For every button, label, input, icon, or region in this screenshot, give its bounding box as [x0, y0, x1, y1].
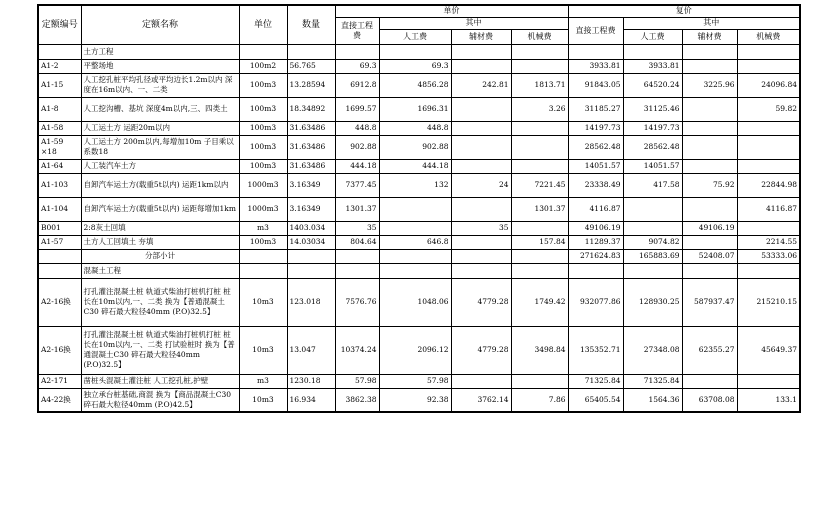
cell-total-direct: 3933.81: [568, 59, 623, 73]
cell-name: 分部小计: [81, 249, 239, 263]
table-body: [38, 44, 800, 412]
cell-total-direct: 91843.05: [568, 73, 623, 97]
cell-name: 自卸汽车运土方(载重5t以内) 运距每增加1km: [81, 197, 239, 221]
cell-unit: 100m2: [239, 59, 287, 73]
cell-name: 混凝土工程: [81, 263, 239, 278]
cell-unit-machine: [511, 221, 568, 235]
cell-total-direct: 271624.83: [568, 249, 623, 263]
cell-code: A2-16换: [38, 326, 81, 374]
cell-unit-labor: [379, 197, 451, 221]
cell-quantity: 14.03034: [287, 235, 335, 249]
cell-unit-machine: 157.84: [511, 235, 568, 249]
cell-code: A1-58: [38, 121, 81, 135]
header-unit-labor: 人工费: [379, 29, 451, 44]
cell-unit: 100m3: [239, 121, 287, 135]
cell-unit-machine: [511, 121, 568, 135]
header-total-machine: 机械费: [737, 29, 800, 44]
table-row: [38, 173, 800, 197]
cell-code: A2-16换: [38, 278, 81, 326]
cell-total-direct: 135352.71: [568, 326, 623, 374]
cell-unit-labor: [379, 263, 451, 278]
cell-unit-material: [451, 374, 511, 388]
cell-quantity: 3.16349: [287, 173, 335, 197]
cell-code: A4-22换: [38, 388, 81, 412]
cell-unit-material: [451, 135, 511, 159]
cell-unit: [239, 249, 287, 263]
header-combined-price: 复价: [568, 5, 800, 17]
cell-total-labor: 165883.69: [623, 249, 682, 263]
cell-total-machine: [737, 135, 800, 159]
header-name: 定额名称: [81, 5, 239, 44]
cell-total-labor: 14197.73: [623, 121, 682, 135]
cell-unit-material: [451, 249, 511, 263]
cell-unit-machine: 1301.37: [511, 197, 568, 221]
table-row: [38, 59, 800, 73]
header-quantity: 数量: [287, 5, 335, 44]
cell-code: A1-57: [38, 235, 81, 249]
cell-total-material: [682, 159, 737, 173]
cell-code: A1-15: [38, 73, 81, 97]
cell-total-labor: 27348.08: [623, 326, 682, 374]
cell-total-machine: 22844.98: [737, 173, 800, 197]
cell-total-machine: 215210.15: [737, 278, 800, 326]
cell-total-machine: [737, 374, 800, 388]
cell-unit-material: 35: [451, 221, 511, 235]
cell-unit-direct: 7377.45: [335, 173, 379, 197]
cell-total-material: [682, 263, 737, 278]
cell-name: 人工运土方 200m以内,每增加10m 子目乘以系数18: [81, 135, 239, 159]
cell-unit-labor: 1048.06: [379, 278, 451, 326]
cell-unit-machine: [511, 249, 568, 263]
cell-total-machine: 24096.84: [737, 73, 800, 97]
cell-unit-labor: 4856.28: [379, 73, 451, 97]
cell-total-labor: 417.58: [623, 173, 682, 197]
cell-unit-direct: 444.18: [335, 159, 379, 173]
cell-total-direct: 31185.27: [568, 97, 623, 121]
cell-unit-labor: 448.8: [379, 121, 451, 135]
cell-unit-material: [451, 44, 511, 59]
cell-code: A2-171: [38, 374, 81, 388]
cell-unit: 1000m3: [239, 173, 287, 197]
cell-total-direct: 932077.86: [568, 278, 623, 326]
cell-unit-machine: 3498.84: [511, 326, 568, 374]
cell-name: 人工挖沟槽、基坑 深度4m以内,三、四类土: [81, 97, 239, 121]
cell-total-labor: 9074.82: [623, 235, 682, 249]
cell-total-labor: [623, 44, 682, 59]
cell-quantity: 123.018: [287, 278, 335, 326]
cell-quantity: 13.047: [287, 326, 335, 374]
cell-total-direct: 49106.19: [568, 221, 623, 235]
cell-total-machine: [737, 121, 800, 135]
cell-name: 打孔灌注混凝土桩 轨道式柴油打桩机打桩 桩长在10m以内,一、二类 换为【普通混凝土C30 碎石最大粒径40mm (P.O)32.5】: [81, 278, 239, 326]
cell-code: A1-104: [38, 197, 81, 221]
cell-unit: m3: [239, 374, 287, 388]
header-unit-price: 单价: [335, 5, 568, 17]
cell-total-material: 75.92: [682, 173, 737, 197]
header-unit-direct: 直接工程费: [335, 17, 379, 44]
cell-total-material: 52408.07: [682, 249, 737, 263]
cell-total-labor: 71325.84: [623, 374, 682, 388]
cell-total-direct: [568, 44, 623, 59]
cell-name: 人工运土方 运距20m以内: [81, 121, 239, 135]
cell-unit-material: [451, 121, 511, 135]
cell-unit-material: 4779.28: [451, 326, 511, 374]
table-row: [38, 135, 800, 159]
cell-total-direct: 23338.49: [568, 173, 623, 197]
cell-total-material: [682, 374, 737, 388]
cell-total-labor: [623, 263, 682, 278]
table-row: [38, 388, 800, 412]
budget-table: [37, 4, 801, 413]
cell-total-direct: 71325.84: [568, 374, 623, 388]
cell-total-machine: [737, 221, 800, 235]
cell-name: 土方人工回填土 夯填: [81, 235, 239, 249]
cell-quantity: [287, 249, 335, 263]
cell-unit-material: 24: [451, 173, 511, 197]
cell-total-direct: 65405.54: [568, 388, 623, 412]
cell-unit-machine: [511, 135, 568, 159]
cell-unit-direct: [335, 263, 379, 278]
cell-unit-labor: [379, 44, 451, 59]
cell-total-direct: 4116.87: [568, 197, 623, 221]
table-row: [38, 235, 800, 249]
cell-unit: 10m3: [239, 326, 287, 374]
cell-unit: [239, 44, 287, 59]
header-unit: 单位: [239, 5, 287, 44]
cell-name: 2:8灰土回填: [81, 221, 239, 235]
cell-unit-labor: 646.8: [379, 235, 451, 249]
cell-total-material: [682, 197, 737, 221]
cell-name: 人工装汽车土方: [81, 159, 239, 173]
cell-name: 独立承台桩基础,商混 换为【商品混凝土C30 碎石最大粒径40mm (P.O)42.5】: [81, 388, 239, 412]
cell-name: 人工挖孔桩平均孔径或平均边长1.2m以内 深度在16m以内、一、二类: [81, 73, 239, 97]
cell-unit-material: 4779.28: [451, 278, 511, 326]
cell-total-direct: [568, 263, 623, 278]
header-code: 定额编号: [38, 5, 81, 44]
cell-unit-machine: [511, 263, 568, 278]
cell-unit-labor: 902.88: [379, 135, 451, 159]
cell-total-direct: 11289.37: [568, 235, 623, 249]
cell-unit-material: [451, 263, 511, 278]
cell-name: 自卸汽车运土方(载重5t以内) 运距1km以内: [81, 173, 239, 197]
cell-total-machine: 53333.06: [737, 249, 800, 263]
cell-unit: 1000m3: [239, 197, 287, 221]
cell-total-machine: [737, 59, 800, 73]
cell-unit-machine: 1813.71: [511, 73, 568, 97]
cell-unit-material: [451, 197, 511, 221]
header-total-direct: 直接工程费: [568, 17, 623, 44]
cell-unit: 10m3: [239, 388, 287, 412]
cell-unit: 100m3: [239, 135, 287, 159]
cell-total-labor: 3933.81: [623, 59, 682, 73]
cell-unit: m3: [239, 221, 287, 235]
cell-unit-material: [451, 235, 511, 249]
cell-unit-direct: 7576.76: [335, 278, 379, 326]
cell-total-material: 587937.47: [682, 278, 737, 326]
cell-total-machine: [737, 44, 800, 59]
cell-code: B001: [38, 221, 81, 235]
table-row: [38, 159, 800, 173]
cell-total-material: [682, 59, 737, 73]
cell-total-machine: 133.1: [737, 388, 800, 412]
cell-unit-direct: [335, 249, 379, 263]
cell-total-machine: 2214.55: [737, 235, 800, 249]
section-row: [38, 44, 800, 59]
cell-total-machine: 4116.87: [737, 197, 800, 221]
header-total-among: 其中: [623, 17, 800, 29]
cell-quantity: 31.63486: [287, 121, 335, 135]
cell-unit-direct: 57.98: [335, 374, 379, 388]
cell-unit-direct: 69.3: [335, 59, 379, 73]
cell-unit-labor: 132: [379, 173, 451, 197]
cell-unit: 100m3: [239, 235, 287, 249]
cell-unit-direct: 6912.8: [335, 73, 379, 97]
table-row: [38, 326, 800, 374]
cell-unit-labor: 444.18: [379, 159, 451, 173]
cell-total-labor: 128930.25: [623, 278, 682, 326]
cell-total-material: [682, 235, 737, 249]
cell-quantity: 31.63486: [287, 135, 335, 159]
cell-quantity: 18.34892: [287, 97, 335, 121]
cell-unit-machine: 1749.42: [511, 278, 568, 326]
cell-unit-labor: 69.3: [379, 59, 451, 73]
header-total-labor: 人工费: [623, 29, 682, 44]
cell-quantity: 16.934: [287, 388, 335, 412]
cell-code: A1-64: [38, 159, 81, 173]
cell-total-machine: 59.82: [737, 97, 800, 121]
header-unit-machine: 机械费: [511, 29, 568, 44]
table-row: [38, 221, 800, 235]
cell-total-direct: 14197.73: [568, 121, 623, 135]
cell-unit-direct: 804.64: [335, 235, 379, 249]
cell-total-material: [682, 121, 737, 135]
cell-code: [38, 263, 81, 278]
cell-unit-material: 3762.14: [451, 388, 511, 412]
cell-total-labor: [623, 221, 682, 235]
table-row: [38, 97, 800, 121]
cell-quantity: [287, 44, 335, 59]
cell-unit-machine: 3.26: [511, 97, 568, 121]
cell-unit-direct: 1301.37: [335, 197, 379, 221]
cell-unit-direct: [335, 44, 379, 59]
cell-unit: 10m3: [239, 278, 287, 326]
cell-code: [38, 44, 81, 59]
cell-code: A1-8: [38, 97, 81, 121]
cell-unit-machine: [511, 59, 568, 73]
cell-total-direct: 28562.48: [568, 135, 623, 159]
table-row: [38, 73, 800, 97]
cell-unit: [239, 263, 287, 278]
table-row: [38, 278, 800, 326]
cell-unit-labor: 2096.12: [379, 326, 451, 374]
cell-unit-labor: 1696.31: [379, 97, 451, 121]
cell-code: A1-103: [38, 173, 81, 197]
cell-total-labor: 1564.36: [623, 388, 682, 412]
cell-unit-direct: 35: [335, 221, 379, 235]
cell-unit-machine: [511, 44, 568, 59]
cell-unit-labor: 57.98: [379, 374, 451, 388]
cell-unit-machine: 7.86: [511, 388, 568, 412]
table-row: [38, 197, 800, 221]
cell-code: A1-2: [38, 59, 81, 73]
cell-name: 土方工程: [81, 44, 239, 59]
cell-code: [38, 249, 81, 263]
cell-unit-machine: [511, 374, 568, 388]
table-row: [38, 121, 800, 135]
cell-unit-material: [451, 97, 511, 121]
cell-total-material: 3225.96: [682, 73, 737, 97]
cell-total-material: 63708.08: [682, 388, 737, 412]
cell-name: 平整场地: [81, 59, 239, 73]
cell-code: A1-59 ×18: [38, 135, 81, 159]
cell-unit-direct: 10374.24: [335, 326, 379, 374]
cell-unit-direct: 448.8: [335, 121, 379, 135]
cell-total-labor: 31125.46: [623, 97, 682, 121]
cell-unit: 100m3: [239, 97, 287, 121]
cell-total-labor: 28562.48: [623, 135, 682, 159]
header-unit-material: 辅材费: [451, 29, 511, 44]
cell-unit-material: [451, 159, 511, 173]
cell-total-labor: [623, 197, 682, 221]
section-row: [38, 263, 800, 278]
cell-unit-labor: 92.38: [379, 388, 451, 412]
cell-quantity: 1403.034: [287, 221, 335, 235]
cell-name: 打孔灌注混凝土桩 轨道式柴油打桩机打桩 桩长在10m以内,一、二类 打试验桩时 换为【普通混凝土C30 碎石最大粒径40mm (P.O)32.5】: [81, 326, 239, 374]
cell-total-material: [682, 44, 737, 59]
cell-unit-material: 242.81: [451, 73, 511, 97]
cell-unit-labor: [379, 221, 451, 235]
cell-unit-machine: [511, 159, 568, 173]
table-row: [38, 374, 800, 388]
cell-quantity: 31.63486: [287, 159, 335, 173]
header-unit-among: 其中: [379, 17, 568, 29]
cell-unit-machine: 7221.45: [511, 173, 568, 197]
cell-quantity: 56.765: [287, 59, 335, 73]
cell-quantity: 13.28594: [287, 73, 335, 97]
cell-quantity: 1230.18: [287, 374, 335, 388]
cell-unit-direct: 1699.57: [335, 97, 379, 121]
cell-unit-direct: 902.88: [335, 135, 379, 159]
cell-unit: 100m3: [239, 159, 287, 173]
subtotal-row: [38, 249, 800, 263]
header-total-material: 辅材费: [682, 29, 737, 44]
cell-unit-material: [451, 59, 511, 73]
cell-quantity: [287, 263, 335, 278]
cell-name: 凿桩头混凝土灌注桩 人工挖孔桩,护壁: [81, 374, 239, 388]
cell-total-material: [682, 135, 737, 159]
cell-unit-direct: 3862.38: [335, 388, 379, 412]
cell-total-machine: [737, 263, 800, 278]
cell-total-machine: 45649.37: [737, 326, 800, 374]
cell-total-material: 49106.19: [682, 221, 737, 235]
cell-total-labor: 64520.24: [623, 73, 682, 97]
cell-total-material: [682, 97, 737, 121]
cell-unit: 100m3: [239, 73, 287, 97]
cell-total-direct: 14051.57: [568, 159, 623, 173]
cell-total-machine: [737, 159, 800, 173]
cell-quantity: 3.16349: [287, 197, 335, 221]
cell-unit-labor: [379, 249, 451, 263]
cell-total-material: 62355.27: [682, 326, 737, 374]
cell-total-labor: 14051.57: [623, 159, 682, 173]
